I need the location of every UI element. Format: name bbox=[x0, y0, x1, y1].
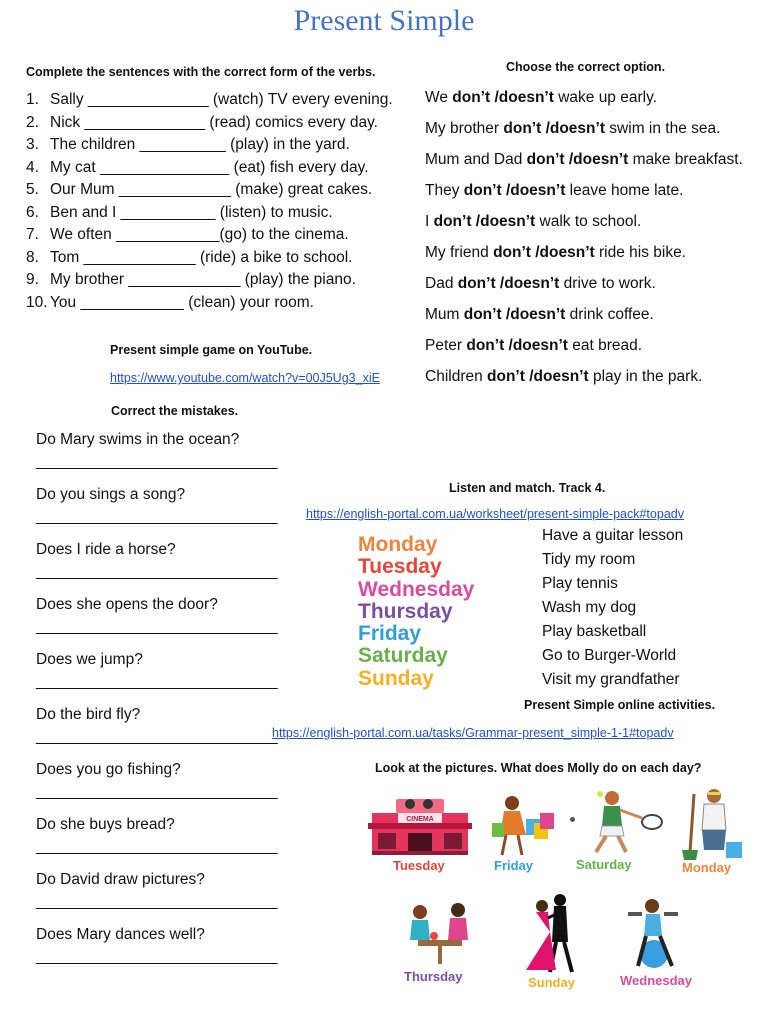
choose-rest: walk to school. bbox=[535, 213, 642, 230]
choose-rest: eat bread. bbox=[567, 337, 643, 354]
choose-subject: My friend bbox=[425, 244, 494, 261]
item-number: 3. bbox=[26, 136, 39, 153]
complete-item bbox=[26, 294, 393, 317]
choose-rest: drive to work. bbox=[559, 275, 656, 292]
complete-item bbox=[26, 181, 393, 204]
answer-line[interactable]: _____________________________ bbox=[36, 783, 278, 800]
answer-line[interactable]: _____________________________ bbox=[36, 618, 278, 635]
dancing-picture bbox=[516, 892, 586, 976]
choose-item bbox=[425, 242, 765, 264]
choose-subject: They bbox=[425, 182, 464, 199]
item-text: Nick ______________ (read) comics every day. bbox=[50, 113, 378, 131]
cinema-picture bbox=[368, 795, 472, 857]
choose-option[interactable]: don’t /doesn’t bbox=[452, 89, 554, 106]
mistake-sentence: Does we jump? bbox=[36, 651, 143, 668]
choose-subject: Dad bbox=[425, 275, 458, 292]
activity-item: Tidy my room bbox=[542, 551, 636, 568]
item-text: We often ____________(go) to the cinema. bbox=[50, 226, 349, 243]
mistake-sentence: Does she opens the door? bbox=[36, 596, 218, 613]
day-wednesday: Wednesday bbox=[358, 577, 475, 601]
choose-subject: I bbox=[425, 213, 434, 230]
listen-heading: Listen and match. Track 4. bbox=[449, 481, 606, 495]
choose-item bbox=[425, 366, 765, 388]
item-number: 9. bbox=[26, 271, 39, 288]
choose-item bbox=[425, 87, 765, 109]
choose-item bbox=[425, 273, 765, 295]
choose-item bbox=[425, 211, 765, 233]
day-monday: Monday bbox=[358, 533, 438, 556]
item-text: My cat _______________ (eat) fish every day. bbox=[50, 158, 369, 176]
picture-label-friday: Friday bbox=[494, 858, 534, 873]
choose-subject: Children bbox=[425, 368, 488, 385]
item-number: 4. bbox=[26, 158, 39, 176]
item-text: My brother _____________ (play) the piano. bbox=[50, 271, 356, 288]
choose-rest: make breakfast. bbox=[628, 151, 743, 168]
tennis-picture bbox=[586, 788, 666, 856]
choose-rest: drink coffee. bbox=[565, 306, 654, 323]
mistake-sentence: Do she buys bread? bbox=[36, 816, 175, 833]
item-text: Sally ______________ (watch) TV every evening. bbox=[50, 91, 393, 108]
day-thursday: Thursday bbox=[358, 599, 453, 623]
item-text: Tom _____________ (ride) a bike to school. bbox=[50, 248, 353, 266]
answer-line[interactable]: _____________________________ bbox=[36, 948, 278, 965]
picture-label-sunday: Sunday bbox=[528, 975, 575, 990]
answer-line[interactable]: _____________________________ bbox=[36, 508, 278, 525]
bullet-dot bbox=[570, 817, 575, 822]
item-text: You ____________ (clean) your room. bbox=[50, 293, 314, 311]
page-title: Present Simple bbox=[293, 4, 475, 37]
complete-item bbox=[26, 136, 393, 159]
day-sunday: Sunday bbox=[358, 666, 434, 690]
activity-item: Wash my dog bbox=[542, 599, 637, 616]
picture-label-monday: Monday bbox=[682, 860, 732, 875]
mistake-sentence: Do David draw pictures? bbox=[36, 871, 205, 888]
mistakes-list bbox=[36, 431, 296, 981]
answer-line[interactable]: _____________________________ bbox=[36, 563, 278, 580]
answer-line[interactable]: _____________________________ bbox=[36, 673, 278, 690]
activity-item: Visit my grandfather bbox=[542, 671, 680, 688]
choose-option[interactable]: don’t /doesn’t bbox=[463, 306, 566, 323]
choose-option[interactable]: don’t /doesn’t bbox=[526, 151, 629, 168]
choose-option[interactable]: don’t /doesn’t bbox=[457, 275, 560, 292]
picture-label-tuesday: Tuesday bbox=[393, 858, 445, 873]
eating-picture bbox=[404, 900, 476, 968]
choose-rest: play in the park. bbox=[588, 368, 703, 385]
choose-subject: Mum and Dad bbox=[425, 151, 527, 168]
cinema-sign: CINEMA bbox=[406, 816, 434, 823]
choose-subject: We bbox=[425, 89, 453, 106]
choose-subject: My brother bbox=[425, 120, 504, 137]
complete-item bbox=[26, 91, 393, 114]
choose-option[interactable]: don’t /doesn’t bbox=[503, 120, 605, 137]
complete-heading: Complete the sentences with the correct form of the verbs. bbox=[26, 65, 376, 79]
complete-item bbox=[26, 249, 393, 272]
item-number: 7. bbox=[26, 226, 39, 243]
shopping-picture bbox=[490, 793, 558, 859]
complete-item bbox=[26, 114, 393, 137]
choose-rest: swim in the sea. bbox=[605, 120, 721, 137]
day-friday: Friday bbox=[358, 622, 422, 646]
complete-item bbox=[26, 204, 393, 227]
activity-item: Play basketball bbox=[542, 623, 647, 640]
online-link[interactable]: https://english-portal.com.ua/tasks/Grammar-present_simple-1-1#topadv bbox=[272, 726, 674, 740]
mistake-sentence: Do you sings a song? bbox=[36, 486, 186, 503]
youtube-link[interactable]: https://www.youtube.com/watch?v=00J5Ug3_xiE bbox=[110, 371, 380, 385]
item-text: The children __________ (play) in the yard. bbox=[50, 136, 350, 153]
picture-label-thursday: Thursday bbox=[404, 969, 463, 984]
mistakes-heading: Correct the mistakes. bbox=[111, 404, 239, 418]
mistake-sentence: Does I ride a horse? bbox=[36, 541, 176, 558]
choose-option[interactable]: don’t /doesn’t bbox=[433, 213, 536, 230]
choose-rest: wake up early. bbox=[553, 89, 657, 106]
choose-option[interactable]: don’t /doesn’t bbox=[493, 244, 595, 261]
choose-option[interactable]: don’t /doesn’t bbox=[466, 337, 568, 354]
mistake-sentence: Do Mary swims in the ocean? bbox=[36, 431, 240, 448]
item-number: 5. bbox=[26, 181, 39, 198]
pictures-heading: Look at the pictures. What does Molly do on each day? bbox=[375, 761, 702, 775]
choose-item bbox=[425, 180, 765, 202]
fitness-picture bbox=[622, 896, 692, 972]
cleaning-picture bbox=[682, 786, 746, 862]
youtube-heading: Present simple game on YouTube. bbox=[110, 343, 313, 357]
complete-item bbox=[26, 271, 393, 294]
choose-option[interactable]: don’t /doesn’t bbox=[487, 368, 589, 385]
item-number: 8. bbox=[26, 248, 39, 266]
answer-line[interactable]: _____________________________ bbox=[36, 838, 278, 855]
choose-item bbox=[425, 304, 765, 326]
choose-item bbox=[425, 118, 765, 140]
choose-subject: Mum bbox=[425, 306, 464, 323]
activity-item: Have a guitar lesson bbox=[542, 527, 684, 544]
choose-list bbox=[425, 87, 765, 388]
answer-line[interactable]: _____________________________ bbox=[36, 728, 278, 745]
choose-rest: leave home late. bbox=[565, 182, 684, 199]
complete-item bbox=[26, 159, 393, 182]
item-text: Our Mum _____________ (make) great cakes. bbox=[50, 181, 373, 198]
activity-item: Go to Burger-World bbox=[542, 647, 677, 664]
item-number: 1. bbox=[26, 91, 39, 108]
item-number: 10. bbox=[26, 293, 48, 311]
item-number: 6. bbox=[26, 203, 39, 221]
item-text: Ben and I ___________ (listen) to music. bbox=[50, 203, 333, 221]
answer-line[interactable]: _____________________________ bbox=[36, 453, 278, 470]
picture-label-saturday: Saturday bbox=[576, 857, 632, 872]
complete-item bbox=[26, 226, 393, 249]
answer-line[interactable]: _____________________________ bbox=[36, 893, 278, 910]
picture-label-wednesday: Wednesday bbox=[620, 973, 693, 988]
choose-heading: Choose the correct option. bbox=[506, 60, 666, 74]
mistake-sentence: Does Mary dances well? bbox=[36, 926, 205, 943]
complete-list bbox=[26, 91, 393, 316]
activity-item: Play tennis bbox=[542, 575, 618, 592]
online-heading: Present Simple online activities. bbox=[524, 698, 716, 712]
day-tuesday: Tuesday bbox=[358, 555, 442, 579]
choose-rest: ride his bike. bbox=[594, 244, 686, 261]
item-number: 2. bbox=[26, 113, 39, 131]
mistake-sentence: Does you go fishing? bbox=[36, 761, 181, 778]
mistake-sentence: Do the bird fly? bbox=[36, 706, 141, 723]
choose-subject: Peter bbox=[425, 337, 467, 354]
days-graphic bbox=[358, 534, 490, 690]
activities-list bbox=[542, 524, 683, 692]
day-saturday: Saturday bbox=[358, 644, 448, 668]
choose-option[interactable]: don’t /doesn’t bbox=[463, 182, 566, 199]
choose-item bbox=[425, 335, 765, 357]
choose-item bbox=[425, 149, 765, 171]
listen-link[interactable]: https://english-portal.com.ua/worksheet/present-simple-pack#topadv bbox=[306, 507, 684, 521]
